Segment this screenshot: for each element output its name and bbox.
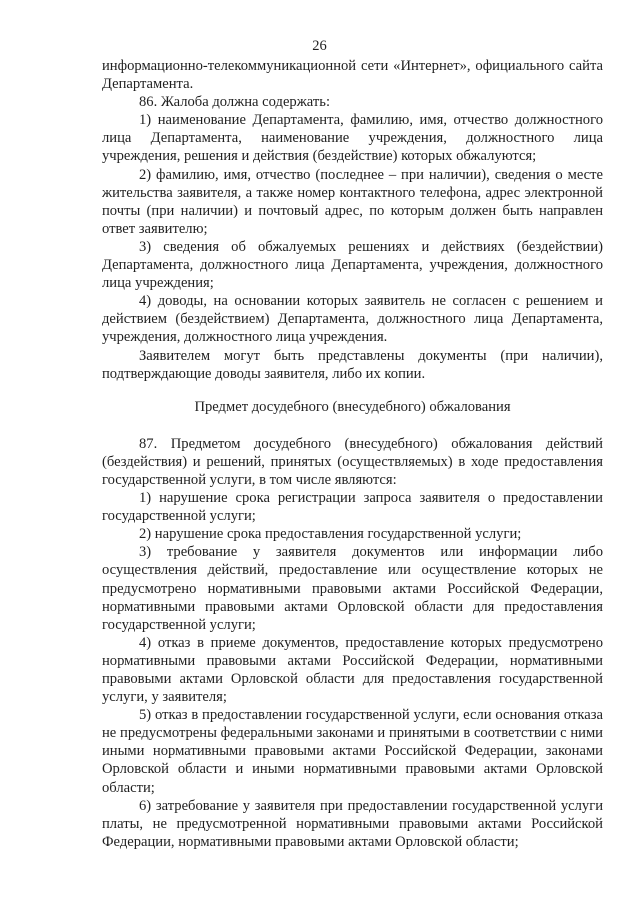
paragraph-86-item-1: 1) наименование Департамента, фамилию, имя, отчество должностного лица Департамента, наименование учреждения, должностного лица учреждения, решения и действия (бездействие) которых обжалуются; (102, 112, 603, 165)
paragraph-87-item-6: 6) затребование у заявителя при предоставлении государственной услуги платы, не предусмотренной нормативными правовыми актами Российской Федерации, нормативными правовыми актами Орловской области; (102, 797, 603, 850)
paragraph-87-intro: 87. Предметом досудебного (внесудебного) обжалования действий (бездействия) и решений, принятых (осуществляемых) в ходе предоставления государственной услуги, в том числе являются: (102, 435, 603, 488)
paragraph-87-item-5: 5) отказ в предоставлении государственной услуги, если основания отказа не предусмотрены федеральными законами и принятыми в соответствии с ними иными нормативными правовыми актами Российской Федерации, законами Орловской области и иными нормативными правовыми актами Орловской области; (102, 707, 603, 796)
section-heading: Предмет досудебного (внесудебного) обжалования (194, 398, 511, 415)
document-body (102, 57, 603, 851)
paragraph-87-item-2: 2) нарушение срока предоставления государственной услуги; (139, 526, 522, 543)
paragraph-continuation: информационно-телекоммуникационной сети «Интернет», официального сайта Департамента. (102, 58, 603, 93)
paragraph-86-documents: Заявителем могут быть представлены документы (при наличии), подтверждающие доводы заявителя, либо их копии. (102, 347, 603, 382)
paragraph-86-item-2: 2) фамилию, имя, отчество (последнее – при наличии), сведения о месте жительства заявителя, а также номер контактного телефона, адрес электронной почты (при наличии) и почтовый адрес, по которым должен быть направлен ответ заявителю; (102, 166, 603, 237)
paragraph-87-item-1: 1) нарушение срока регистрации запроса заявителя о предоставлении государственной услуги; (102, 490, 603, 525)
paragraph-87-item-4: 4) отказ в приеме документов, предоставление которых предусмотрено нормативными правовыми актами Российской Федерации, нормативными правовыми актами Орловской области для предоставления государственной услуги, у заявителя; (102, 634, 603, 706)
page-number: 26 (312, 38, 327, 54)
paragraph-87-item-3: 3) требование у заявителя документов или информации либо осуществления действий, предоставление или осуществление которых не предусмотрено нормативными правовыми актами Российской Федерации, нормативными правовыми актами Орловской области для предоставления государственной услуги; (102, 544, 603, 633)
paragraph-86-item-4: 4) доводы, на основании которых заявитель не согласен с решением и действием (бездействием) Департамента, должностного лица Департамента, учреждения, должностного лица учреждения. (102, 293, 603, 346)
paragraph-86-intro: 86. Жалоба должна содержать: (139, 94, 330, 111)
paragraph-86-item-3: 3) сведения об обжалуемых решениях и действиях (бездействии) Департамента, должностного лица Департамента, учреждения, должностного лица учреждения; (102, 238, 603, 292)
